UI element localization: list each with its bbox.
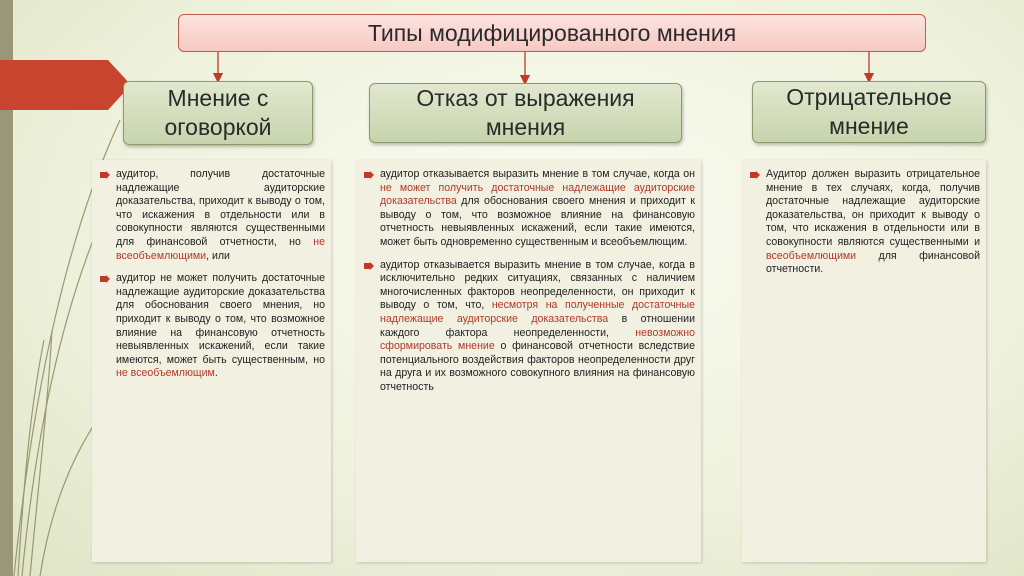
paragraph-text (116, 272, 325, 379)
highlighted-phrase: всеобъемлющими (766, 249, 857, 262)
text-segment: аудитор отказывается выразить мнение в том случае, когда в исключительно редких ситуациях, связанных с наличием многочисленных факторов неопределенности, он приходит к выводу о том, что, (380, 258, 695, 312)
panel-qualified-opinion (92, 160, 331, 562)
arrow-bullet-icon (364, 171, 374, 179)
text-segment: о финансовой отчетности вследствие потенциального воздействия факторов неопределенности друг на друга и их возможного совокупного влияния на финансовую отчетность (380, 340, 695, 393)
paragraph-text (380, 168, 695, 248)
highlighted-phrase: не всеобъемлющими (116, 235, 325, 262)
category-disclaimer-of-opinion (369, 83, 682, 143)
text-segment: для финансовой отчетности. (766, 249, 980, 276)
highlighted-phrase: несмотря на полученные достаточные надлежащие аудиторские доказательства (380, 299, 696, 325)
highlighted-phrase: не всеобъемлющим (116, 367, 215, 380)
text-segment: аудитор, получив достаточные надлежащие аудиторские доказательства, приходит к выводу о том, что искажения в отдельности или в совокупности являются существенными для финансовой отчетности, но (116, 168, 325, 248)
bullet-item (100, 272, 325, 381)
category-heading: Мнение с оговоркой (164, 85, 272, 140)
bullet-item (364, 259, 695, 395)
page-title: Типы модифицированного мнения (367, 19, 737, 46)
panel-adverse-opinion (742, 160, 986, 562)
text-segment: , или (206, 249, 230, 262)
text-segment: для обоснования своего мнения и приходит к выводу о том, что возможное влияние на финансовую отчетность невыявленных искажений, если такие имеются, может быть одновременно существенным и всеобъемлющим. (380, 195, 695, 248)
category-heading: Отказ от выражения мнения (416, 85, 635, 140)
paragraph-text (116, 168, 325, 262)
paragraph-text (766, 168, 980, 275)
category-heading: Отрицательное мнение (786, 84, 952, 139)
text-segment: аудитор не может получить достаточные надлежащие аудиторские доказательства для обоснования своего мнения, но приходит к выводу о том, что возможное влияние на финансовую отчетность невыявленных искажений, если такие имеются, может быть существенным, но (116, 272, 325, 366)
paragraph-text (380, 259, 695, 393)
bullet-item (100, 168, 325, 263)
arrow-bullet-icon (100, 171, 110, 179)
text-segment: в отношении каждого фактора неопределенности, (380, 312, 695, 339)
highlighted-phrase: не может получить достаточные надлежащие аудиторские доказательства (380, 181, 695, 208)
bullet-item (364, 168, 695, 250)
text-segment: аудитор отказывается выразить мнение в том случае, когда он (380, 168, 695, 180)
category-adverse-opinion (752, 81, 986, 143)
highlighted-phrase: невозможно сформировать мнение (380, 326, 695, 353)
arrow-bullet-icon (750, 171, 760, 179)
bullet-item (750, 168, 980, 277)
text-segment: Аудитор должен выразить отрицательное мнение в тех случаях, когда, получив достаточные надлежащие аудиторские доказательства, он приходит к выводу о том, что искажения в отдельности или в совокупности являются существенными и (766, 168, 980, 248)
text-segment: . (214, 367, 218, 380)
panel-disclaimer-of-opinion (356, 160, 701, 562)
arrow-bullet-icon (100, 275, 110, 283)
arrow-bullet-icon (364, 262, 374, 270)
category-qualified-opinion (123, 81, 313, 145)
